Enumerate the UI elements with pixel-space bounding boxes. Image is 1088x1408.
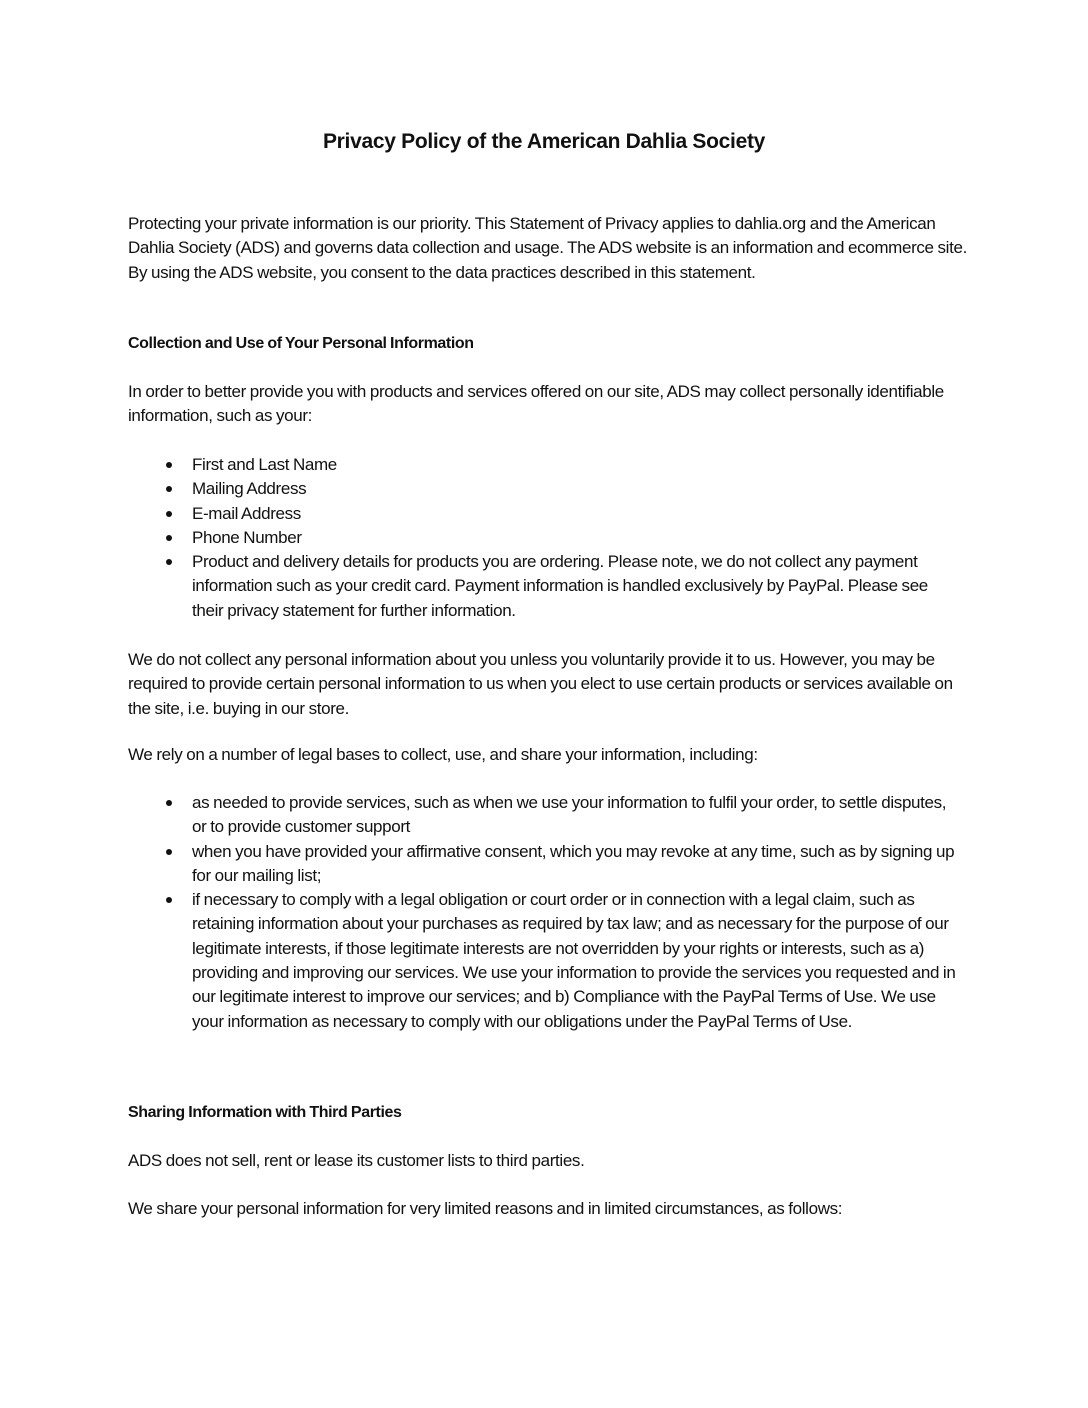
list-item: Phone Number xyxy=(128,526,968,550)
collection-paragraph: In order to better provide you with products and services offered on our site, ADS may collect personally identifiable information, such as your: xyxy=(128,382,944,426)
bullet-icon xyxy=(166,535,172,541)
section-heading-sharing: Sharing Information with Third Parties xyxy=(128,1104,402,1121)
bullet-icon xyxy=(166,559,172,565)
bullet-icon xyxy=(166,462,172,468)
list-item: if necessary to comply with a legal obligation or court order or in connection with a legal claim, such as retaining information about your purchases as required by tax law; and as necessary for the purpose of our legitimate interests, if those legitimate interests are not overridden by your rights or interests, such as a) providing and improving our services. We use your information to provide the services you requested and in our legitimate interest to improve our services; and b) Compliance with the PayPal Terms of Use. We use your information as necessary to comply with our obligations under the PayPal Terms of Use. xyxy=(128,888,968,1034)
bullet-icon xyxy=(166,897,172,903)
list-item: E-mail Address xyxy=(128,502,968,526)
bullet-icon xyxy=(166,486,172,492)
list-item: Product and delivery details for products you are ordering. Please note, we do not collect any payment information such as your credit card. Payment information is handled exclusively by PayPal. Please see their privacy statement for further information. xyxy=(128,550,968,623)
sharing-paragraph: We share your personal information for very limited reasons and in limited circumstances, as follows: xyxy=(128,1199,843,1218)
personal-info-list xyxy=(128,453,968,623)
intro-paragraph: Protecting your private information is our priority. This Statement of Privacy applies to dahlia.org and the American Dahlia Society (ADS) and governs data collection and usage. The ADS website is an information and ecommerce site. By using the ADS website, you consent to the data practices described in this statement. xyxy=(128,214,967,282)
list-item: First and Last Name xyxy=(128,453,968,477)
legal-bases-list xyxy=(128,791,968,1034)
bullet-icon xyxy=(166,800,172,806)
document-title: Privacy Policy of the American Dahlia Society xyxy=(322,130,766,153)
legal-bases-intro: We rely on a number of legal bases to collect, use, and share your information, including: xyxy=(128,745,758,764)
list-item: when you have provided your affirmative consent, which you may revoke at any time, such as by signing up for our mailing list; xyxy=(128,840,968,889)
voluntary-info-paragraph: We do not collect any personal information about you unless you voluntarily provide it to us. However, you may be required to provide certain personal information to us when you elect to use certain products or services available on the site, i.e. buying in our store. xyxy=(128,650,953,718)
no-sell-paragraph: ADS does not sell, rent or lease its customer lists to third parties. xyxy=(128,1151,585,1170)
section-heading-collection: Collection and Use of Your Personal Information xyxy=(128,335,474,352)
list-item: as needed to provide services, such as when we use your information to fulfil your order, to settle disputes, or to provide customer support xyxy=(128,791,968,840)
list-item: Mailing Address xyxy=(128,477,968,501)
bullet-icon xyxy=(166,849,172,855)
bullet-icon xyxy=(166,511,172,517)
